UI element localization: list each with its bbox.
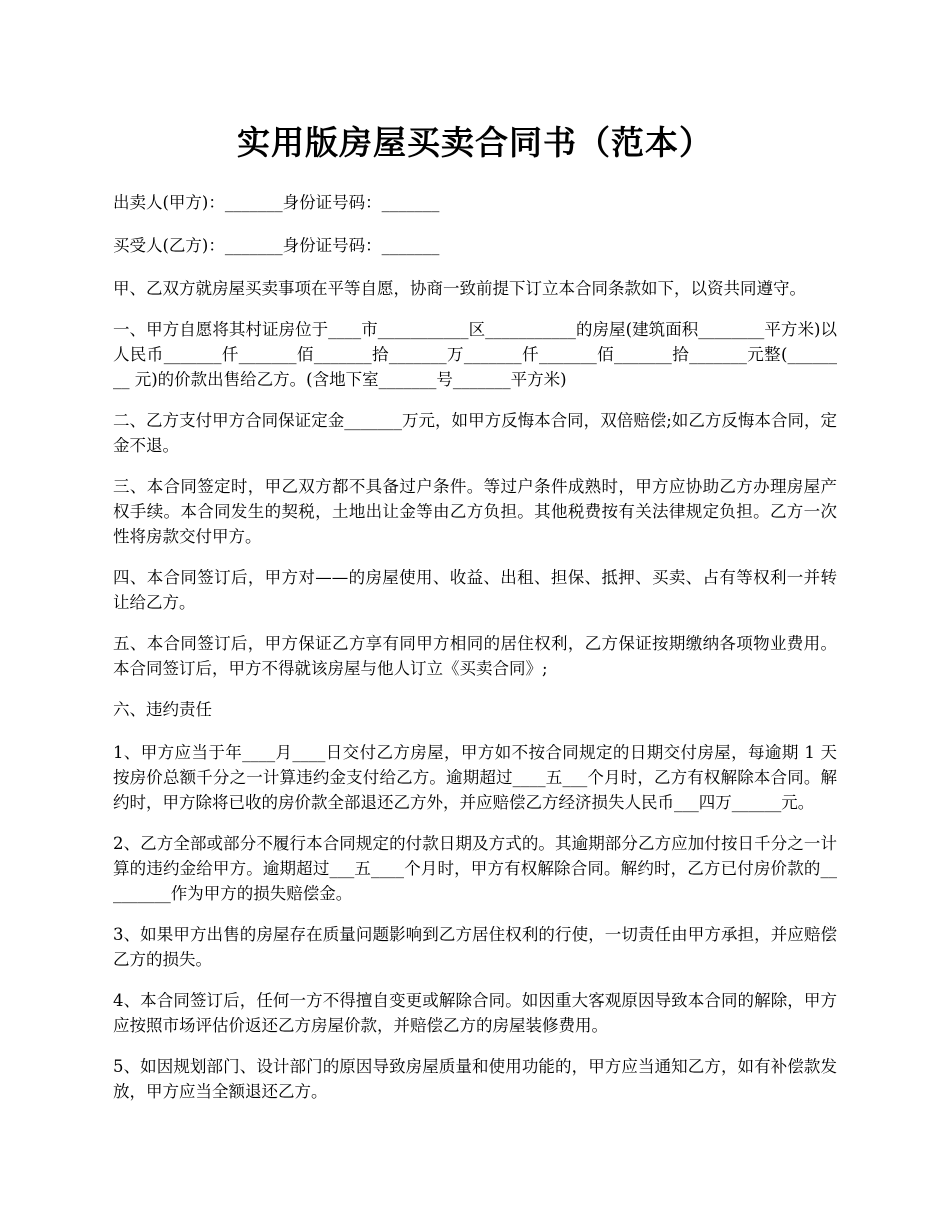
liability-item-4: 4、本合同签订后，任何一方不得擅自变更或解除合同。如因重大客观原因导致本合同的解除，甲方应按照市场评估价返还乙方房屋价款，并赔偿乙方的房屋装修费用。 [113,991,837,1035]
seller-line: 出卖人(甲方)：_______身份证号码：_______ [113,193,440,212]
section-heading-liability: 六、违约责任 [113,700,212,719]
document-title: 实用版房屋买卖合同书（范本） [237,123,713,162]
clause-1-paragraph: 一、甲方自愿将其村证房位于____市___________区___________的房屋(建筑面积________平方米)以人民币_______仟_______佰_______拾_______万_______仟_______佰_______拾_______元整(________ 元)的价款出售给乙方。(含地下室_______号_______平方米) [113,320,837,389]
clause-4-paragraph: 四、本合同签订后，甲方对——的房屋使用、收益、出租、担保、抵押、买卖、占有等权利一并转让给乙方。 [113,568,837,612]
liability-item-1: 1、甲方应当于年____月____日交付乙方房屋，甲方如不按合同规定的日期交付房屋，每逾期 1 天按房价总额千分之一计算违约金支付给乙方。逾期超过____五___个月时，乙方有权解除本合同。解约时，甲方除将已收的房价款全部退还乙方外，并应赔偿乙方经济损失人民币___四万______元。 [113,743,837,812]
liability-item-5: 5、如因规划部门、设计部门的原因导致房屋质量和使用功能的，甲方应当通知乙方，如有补偿款发放，甲方应当全额退还乙方。 [113,1057,837,1101]
preamble-paragraph: 甲、乙双方就房屋买卖事项在平等自愿，协商一致前提下订立本合同条款如下，以资共同遵守。 [113,279,806,298]
clause-2-paragraph: 二、乙方支付甲方合同保证定金_______万元，如甲方反悔本合同，双倍赔偿;如乙方反悔本合同，定金不退。 [113,411,837,455]
clause-3-paragraph: 三、本合同签定时，甲乙双方都不具备过户条件。等过户条件成熟时，甲方应协助乙方办理房屋产权手续。本合同发生的契税，土地出让金等由乙方负担。其他税费按有关法律规定负担。乙方一次性将房款交付甲方。 [113,477,837,546]
buyer-line: 买受人(乙方)：_______身份证号码：_______ [113,236,440,255]
liability-item-3: 3、如果甲方出售的房屋存在质量问题影响到乙方居住权利的行使，一切责任由甲方承担，并应赔偿乙方的损失。 [113,925,837,969]
clause-5-paragraph: 五、本合同签订后，甲方保证乙方享有同甲方相同的居住权利，乙方保证按期缴纳各项物业费用。本合同签订后，甲方不得就该房屋与他人订立《买卖合同》; [113,634,837,678]
liability-item-2: 2、乙方全部或部分不履行本合同规定的付款日期及方式的。其逾期部分乙方应加付按日千分之一计算的违约金给甲方。逾期超过___五____个月时，甲方有权解除合同。解约时，乙方已付房价款的_________作为甲方的损失赔偿金。 [113,834,837,903]
